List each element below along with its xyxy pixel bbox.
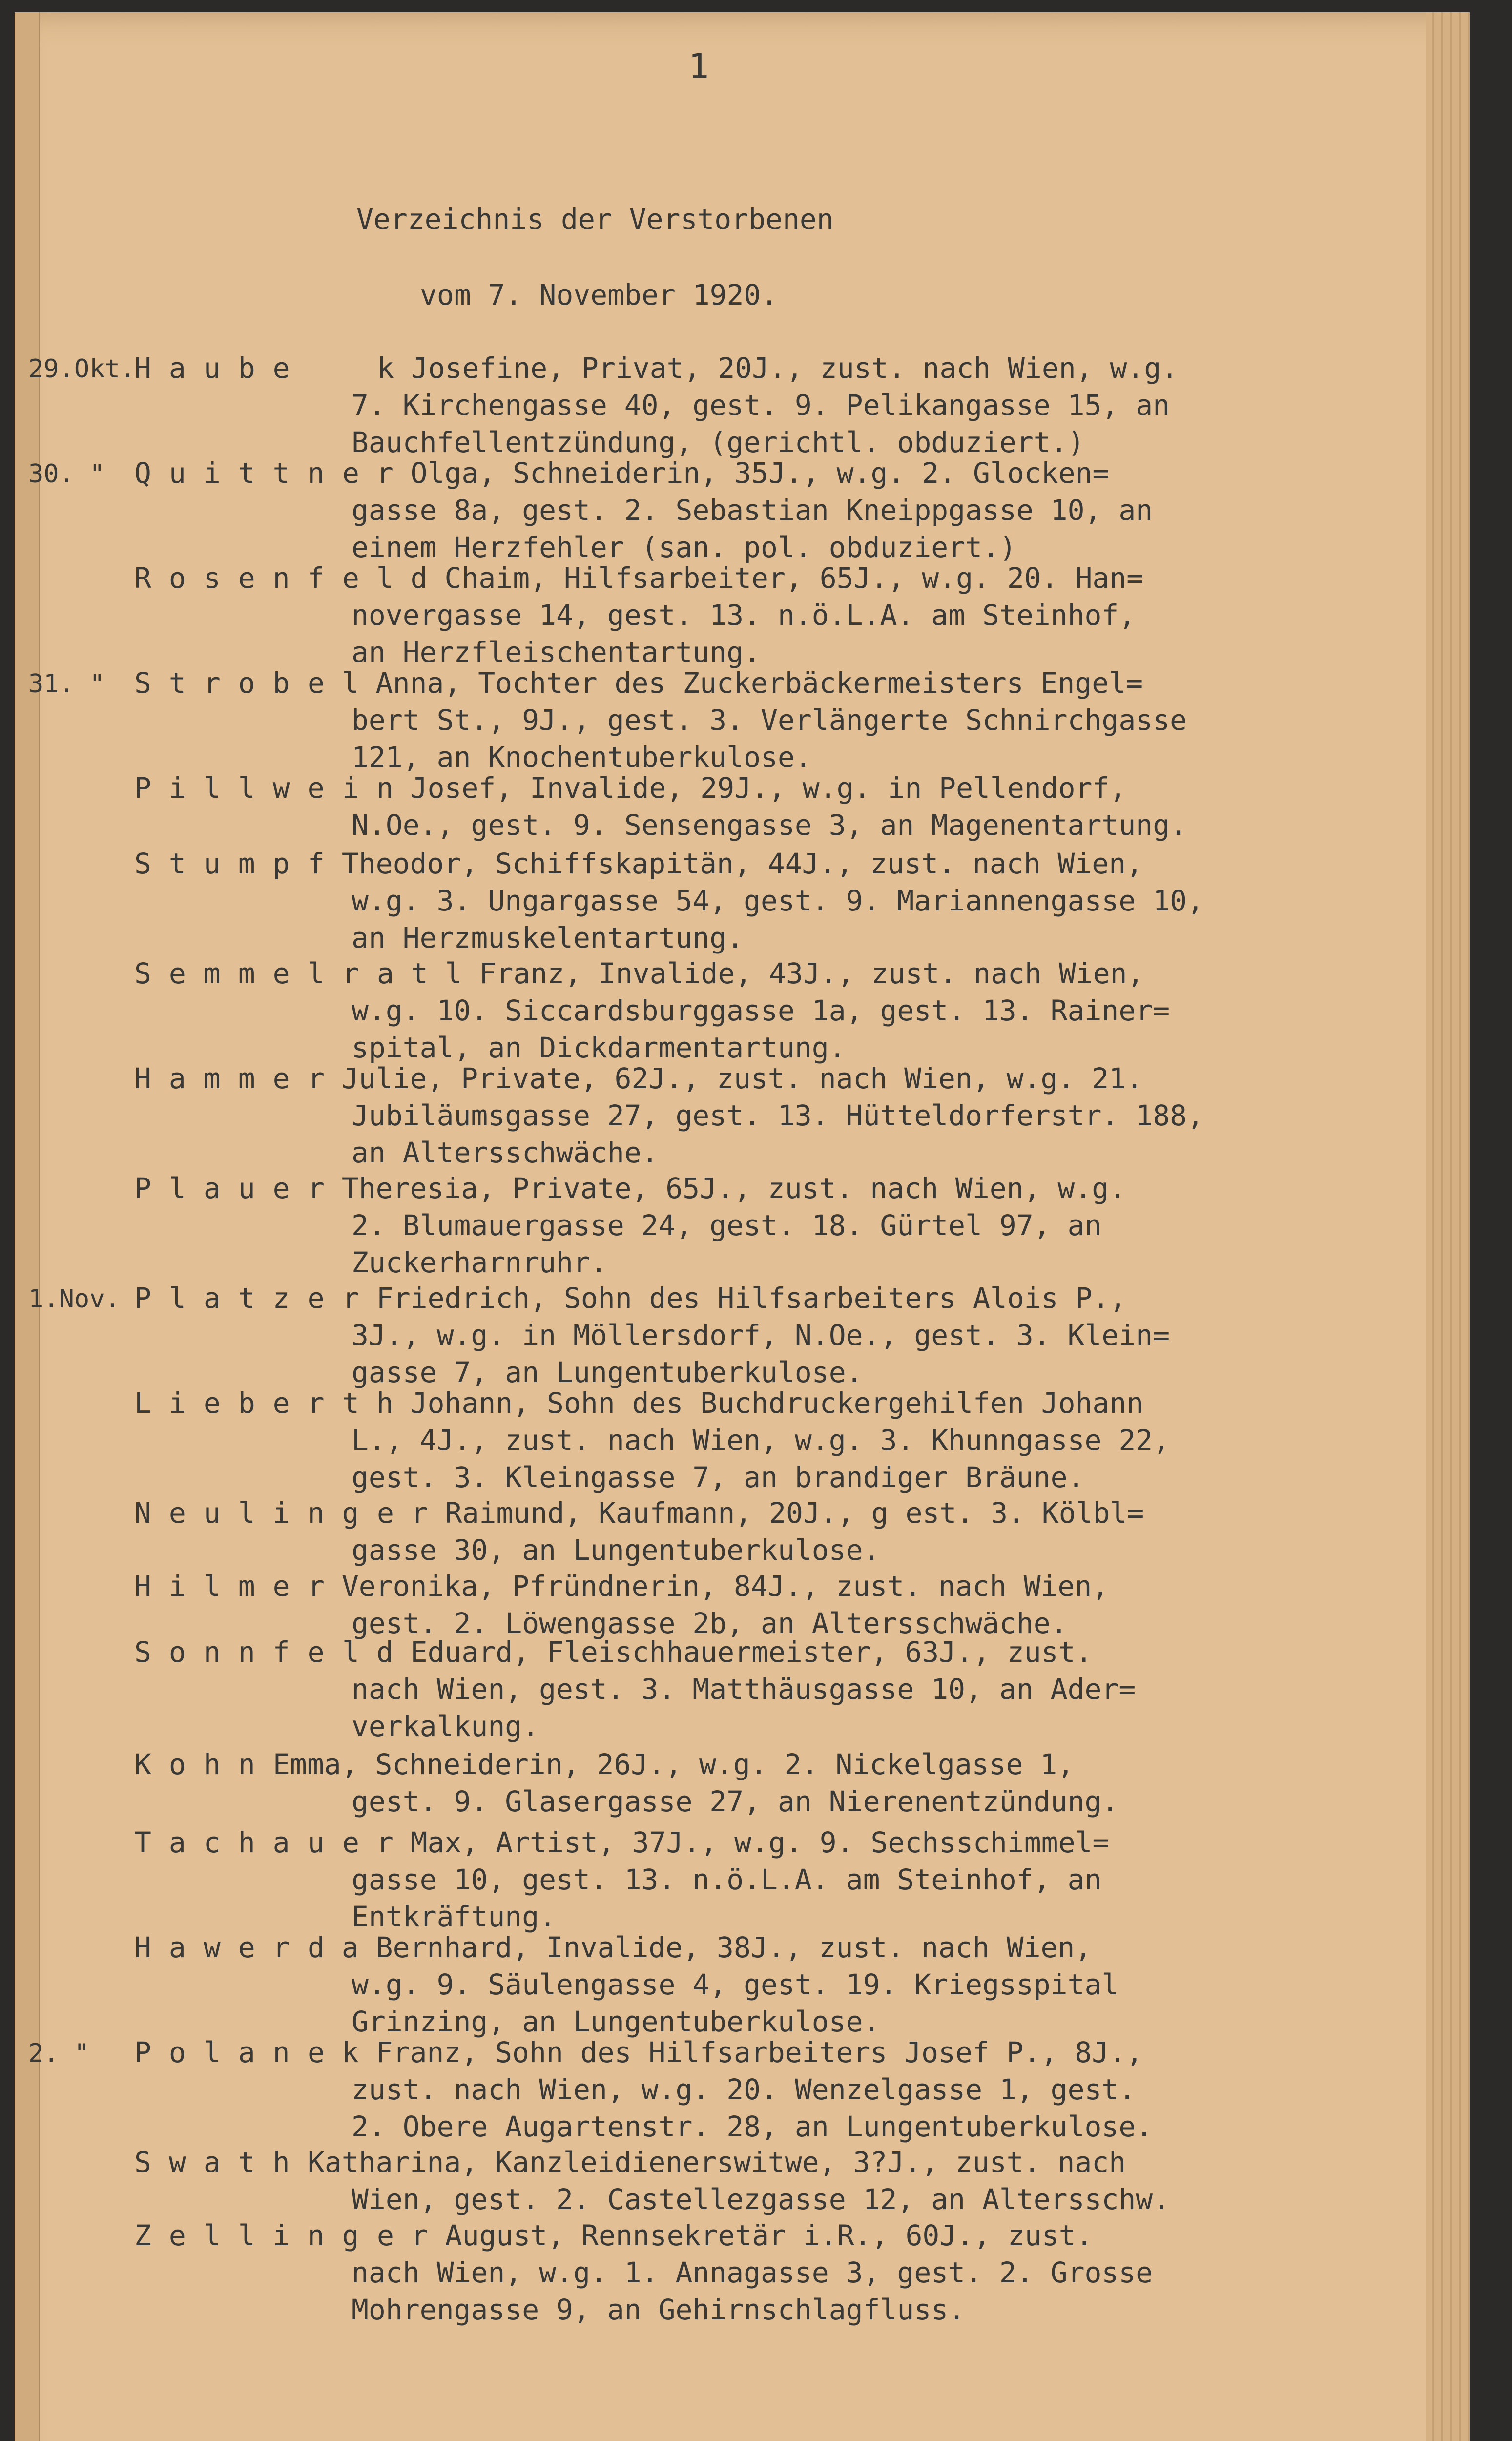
entry-date: 30. " bbox=[28, 459, 105, 489]
entry-first-line: e r Raimund, Kaufmann, 20J., g est. 3. Kölbl= bbox=[377, 1496, 1144, 1530]
entry-continuation-line: N.Oe., gest. 9. Sensengasse 3, an Magenentartung. bbox=[352, 808, 1187, 842]
entry-first-line: Emma, Schneiderin, 26J., w.g. 2. Nickelgasse 1, bbox=[273, 1748, 1075, 1781]
entry-continuation-line: Grinzing, an Lungentuberkulose. bbox=[352, 2005, 880, 2038]
entry-continuation-line: L., 4J., zust. nach Wien, w.g. 3. Khunngasse 22, bbox=[352, 1424, 1170, 1457]
entry-surname: Hilme bbox=[134, 1570, 308, 1603]
entry-first-line: i n Josef, Invalide, 29J., w.g. in Pellendorf, bbox=[342, 771, 1127, 805]
document-page bbox=[15, 12, 1470, 2441]
entry-continuation-line: Jubiläumsgasse 27, gest. 13. Hütteldorferstr. 188, bbox=[352, 1099, 1204, 1132]
entry-first-line: e r August, Rennsekretär i.R., 60J., zust. bbox=[377, 2219, 1093, 2252]
entry-continuation-line: nach Wien, w.g. 1. Annagasse 3, gest. 2. Grosse bbox=[352, 2256, 1153, 2289]
entry-continuation-line: 2. Blumauergasse 24, gest. 18. Gürtel 97, an bbox=[352, 1209, 1102, 1242]
entry-continuation-line: novergasse 14, gest. 13. n.ö.L.A. am Steinhof, bbox=[352, 599, 1136, 632]
entry-surname: Plaue bbox=[134, 1172, 308, 1205]
entry-continuation-line: Entkräftung. bbox=[352, 1900, 557, 1933]
entry-continuation-line: w.g. 9. Säulengasse 4, gest. 19. Kriegsspital bbox=[352, 1968, 1119, 2001]
entry-continuation-line: w.g. 3. Ungargasse 54, gest. 9. Mariannengasse 10, bbox=[352, 884, 1204, 917]
entry-continuation-line: gasse 10, gest. 13. n.ö.L.A. am Steinhof, an bbox=[352, 1863, 1102, 1896]
entry-date: 29.Okt. bbox=[28, 354, 136, 384]
entry-continuation-line: an Herzmuskelentartung. bbox=[352, 921, 744, 954]
entry-surname: Kohn bbox=[134, 1748, 273, 1781]
entry-first-line: r Julie, Private, 62J., zust. nach Wien, w.g. 21. bbox=[308, 1062, 1143, 1095]
entry-first-line: d a Bernhard, Invalide, 38J., zust. nach Wien, bbox=[308, 1931, 1092, 1964]
entry-surname: Neuling bbox=[134, 1496, 377, 1530]
entry-continuation-line: gasse 30, an Lungentuberkulose. bbox=[352, 1533, 880, 1567]
entry-continuation-line: nach Wien, gest. 3. Matthäusgasse 10, an Ader= bbox=[352, 1673, 1136, 1706]
entry-first-line: e r Olga, Schneiderin, 35J., w.g. 2. Glocken= bbox=[342, 456, 1110, 490]
entry-surname: Platze bbox=[134, 1282, 342, 1315]
entry-date: 2. " bbox=[28, 2039, 90, 2068]
entry-continuation-line: 2. Obere Augartenstr. 28, an Lungentuberkulose. bbox=[352, 2110, 1153, 2143]
entry-continuation-line: an Herzfleischentartung. bbox=[352, 636, 761, 669]
entry-first-line: t h Johann, Sohn des Buchdruckergehilfen Johann bbox=[342, 1386, 1144, 1420]
document-subtitle: vom 7. November 1920. bbox=[420, 278, 778, 311]
entry-surname: Rosenf bbox=[134, 561, 342, 595]
entry-first-line: Katharina, Kanzleidienerswitwe, 3?J., zust. nach bbox=[308, 2146, 1126, 2179]
entry-first-line: e k Franz, Sohn des Hilfsarbeiters Josef P., 8J., bbox=[308, 2036, 1143, 2069]
entry-surname: Stump bbox=[134, 847, 308, 880]
entry-continuation-line: gest. 2. Löwengasse 2b, an Altersschwäche. bbox=[352, 1607, 1068, 1640]
entry-continuation-line: 7. Kirchengasse 40, gest. 9. Pelikangasse 15, an bbox=[352, 389, 1170, 422]
entry-continuation-line: 3J., w.g. in Möllersdorf, N.Oe., gest. 3. Klein= bbox=[352, 1319, 1170, 1352]
entry-continuation-line: Zuckerharnruhr. bbox=[352, 1246, 607, 1279]
entry-first-line: r Theresia, Private, 65J., zust. nach Wien, w.g. bbox=[308, 1172, 1126, 1205]
entry-first-line: a t l Franz, Invalide, 43J., zust. nach Wien, bbox=[377, 957, 1144, 990]
entry-first-line: f Theodor, Schiffskapitän, 44J., zust. nach Wien, bbox=[308, 847, 1143, 880]
entry-first-line: e l Anna, Tochter des Zuckerbäckermeisters Engel= bbox=[308, 666, 1143, 700]
entry-continuation-line: bert St., 9J., gest. 3. Verlängerte Schnirchgasse bbox=[352, 703, 1187, 737]
entry-continuation-line: gest. 3. Kleingasse 7, an brandiger Bräune. bbox=[352, 1461, 1085, 1494]
entry-date: 1.Nov. bbox=[28, 1284, 120, 1314]
entry-surname: Polan bbox=[134, 2036, 308, 2069]
entry-surname: Semmelr bbox=[134, 957, 377, 990]
page-edges bbox=[1426, 12, 1470, 2441]
entry-first-line: e l d Chaim, Hilfsarbeiter, 65J., w.g. 20. Han= bbox=[342, 561, 1144, 595]
page-number: 1 bbox=[688, 46, 709, 86]
entry-continuation-line: Wien, gest. 2. Castellezgasse 12, an Altersschw. bbox=[352, 2183, 1170, 2216]
entry-continuation-line: gasse 8a, gest. 2. Sebastian Kneippgasse 10, an bbox=[352, 494, 1153, 527]
entry-continuation-line: gest. 9. Glasergasse 27, an Nierenentzündung. bbox=[352, 1785, 1119, 1818]
entry-continuation-line: 121, an Knochentuberkulose. bbox=[352, 741, 812, 774]
entry-continuation-line: Mohrengasse 9, an Gehirnschlagfluss. bbox=[352, 2293, 966, 2326]
entry-continuation-line: gasse 7, an Lungentuberkulose. bbox=[352, 1356, 863, 1389]
entry-first-line: e r Max, Artist, 37J., w.g. 9. Sechsschimmel= bbox=[342, 1826, 1110, 1859]
entry-continuation-line: an Altersschwäche. bbox=[352, 1136, 659, 1169]
entry-surname: Hamme bbox=[134, 1062, 308, 1095]
entry-continuation-line: zust. nach Wien, w.g. 20. Wenzelgasse 1, gest. bbox=[352, 2073, 1136, 2106]
entry-first-line: r Friedrich, Sohn des Hilfsarbeiters Alois P., bbox=[342, 1282, 1127, 1315]
document-title: Verzeichnis der Verstorbenen bbox=[356, 203, 834, 236]
entry-surname: Tachau bbox=[134, 1826, 342, 1859]
entry-date: 31. " bbox=[28, 669, 105, 699]
entry-first-line: r Veronika, Pfründnerin, 84J., zust. nach Wien, bbox=[308, 1570, 1109, 1603]
entry-surname: Swath bbox=[134, 2146, 308, 2179]
entry-first-line: k Josefine, Privat, 20J., zust. nach Wien, w.g. bbox=[377, 352, 1179, 385]
entry-continuation-line: Bauchfellentzündung, (gerichtl. obduziert.) bbox=[352, 426, 1085, 459]
entry-continuation-line: verkalkung. bbox=[352, 1710, 539, 1743]
entry-surname: Quittn bbox=[134, 456, 342, 490]
entry-surname: Pillwe bbox=[134, 771, 342, 805]
entry-surname: Hawer bbox=[134, 1931, 308, 1964]
entry-first-line: l d Eduard, Fleischhauermeister, 63J., zust. bbox=[342, 1635, 1093, 1669]
entry-continuation-line: einem Herzfehler (san. pol. obduziert.) bbox=[352, 531, 1016, 564]
entry-surname: Lieber bbox=[134, 1386, 342, 1420]
entry-surname: Zelling bbox=[134, 2219, 377, 2252]
entry-surname: Sonnfe bbox=[134, 1635, 342, 1669]
entry-surname: Haube bbox=[134, 352, 308, 385]
entry-surname: Strob bbox=[134, 666, 308, 700]
entry-continuation-line: w.g. 10. Siccardsburggasse 1a, gest. 13. Rainer= bbox=[352, 994, 1170, 1027]
entry-continuation-line: spital, an Dickdarmentartung. bbox=[352, 1031, 846, 1064]
